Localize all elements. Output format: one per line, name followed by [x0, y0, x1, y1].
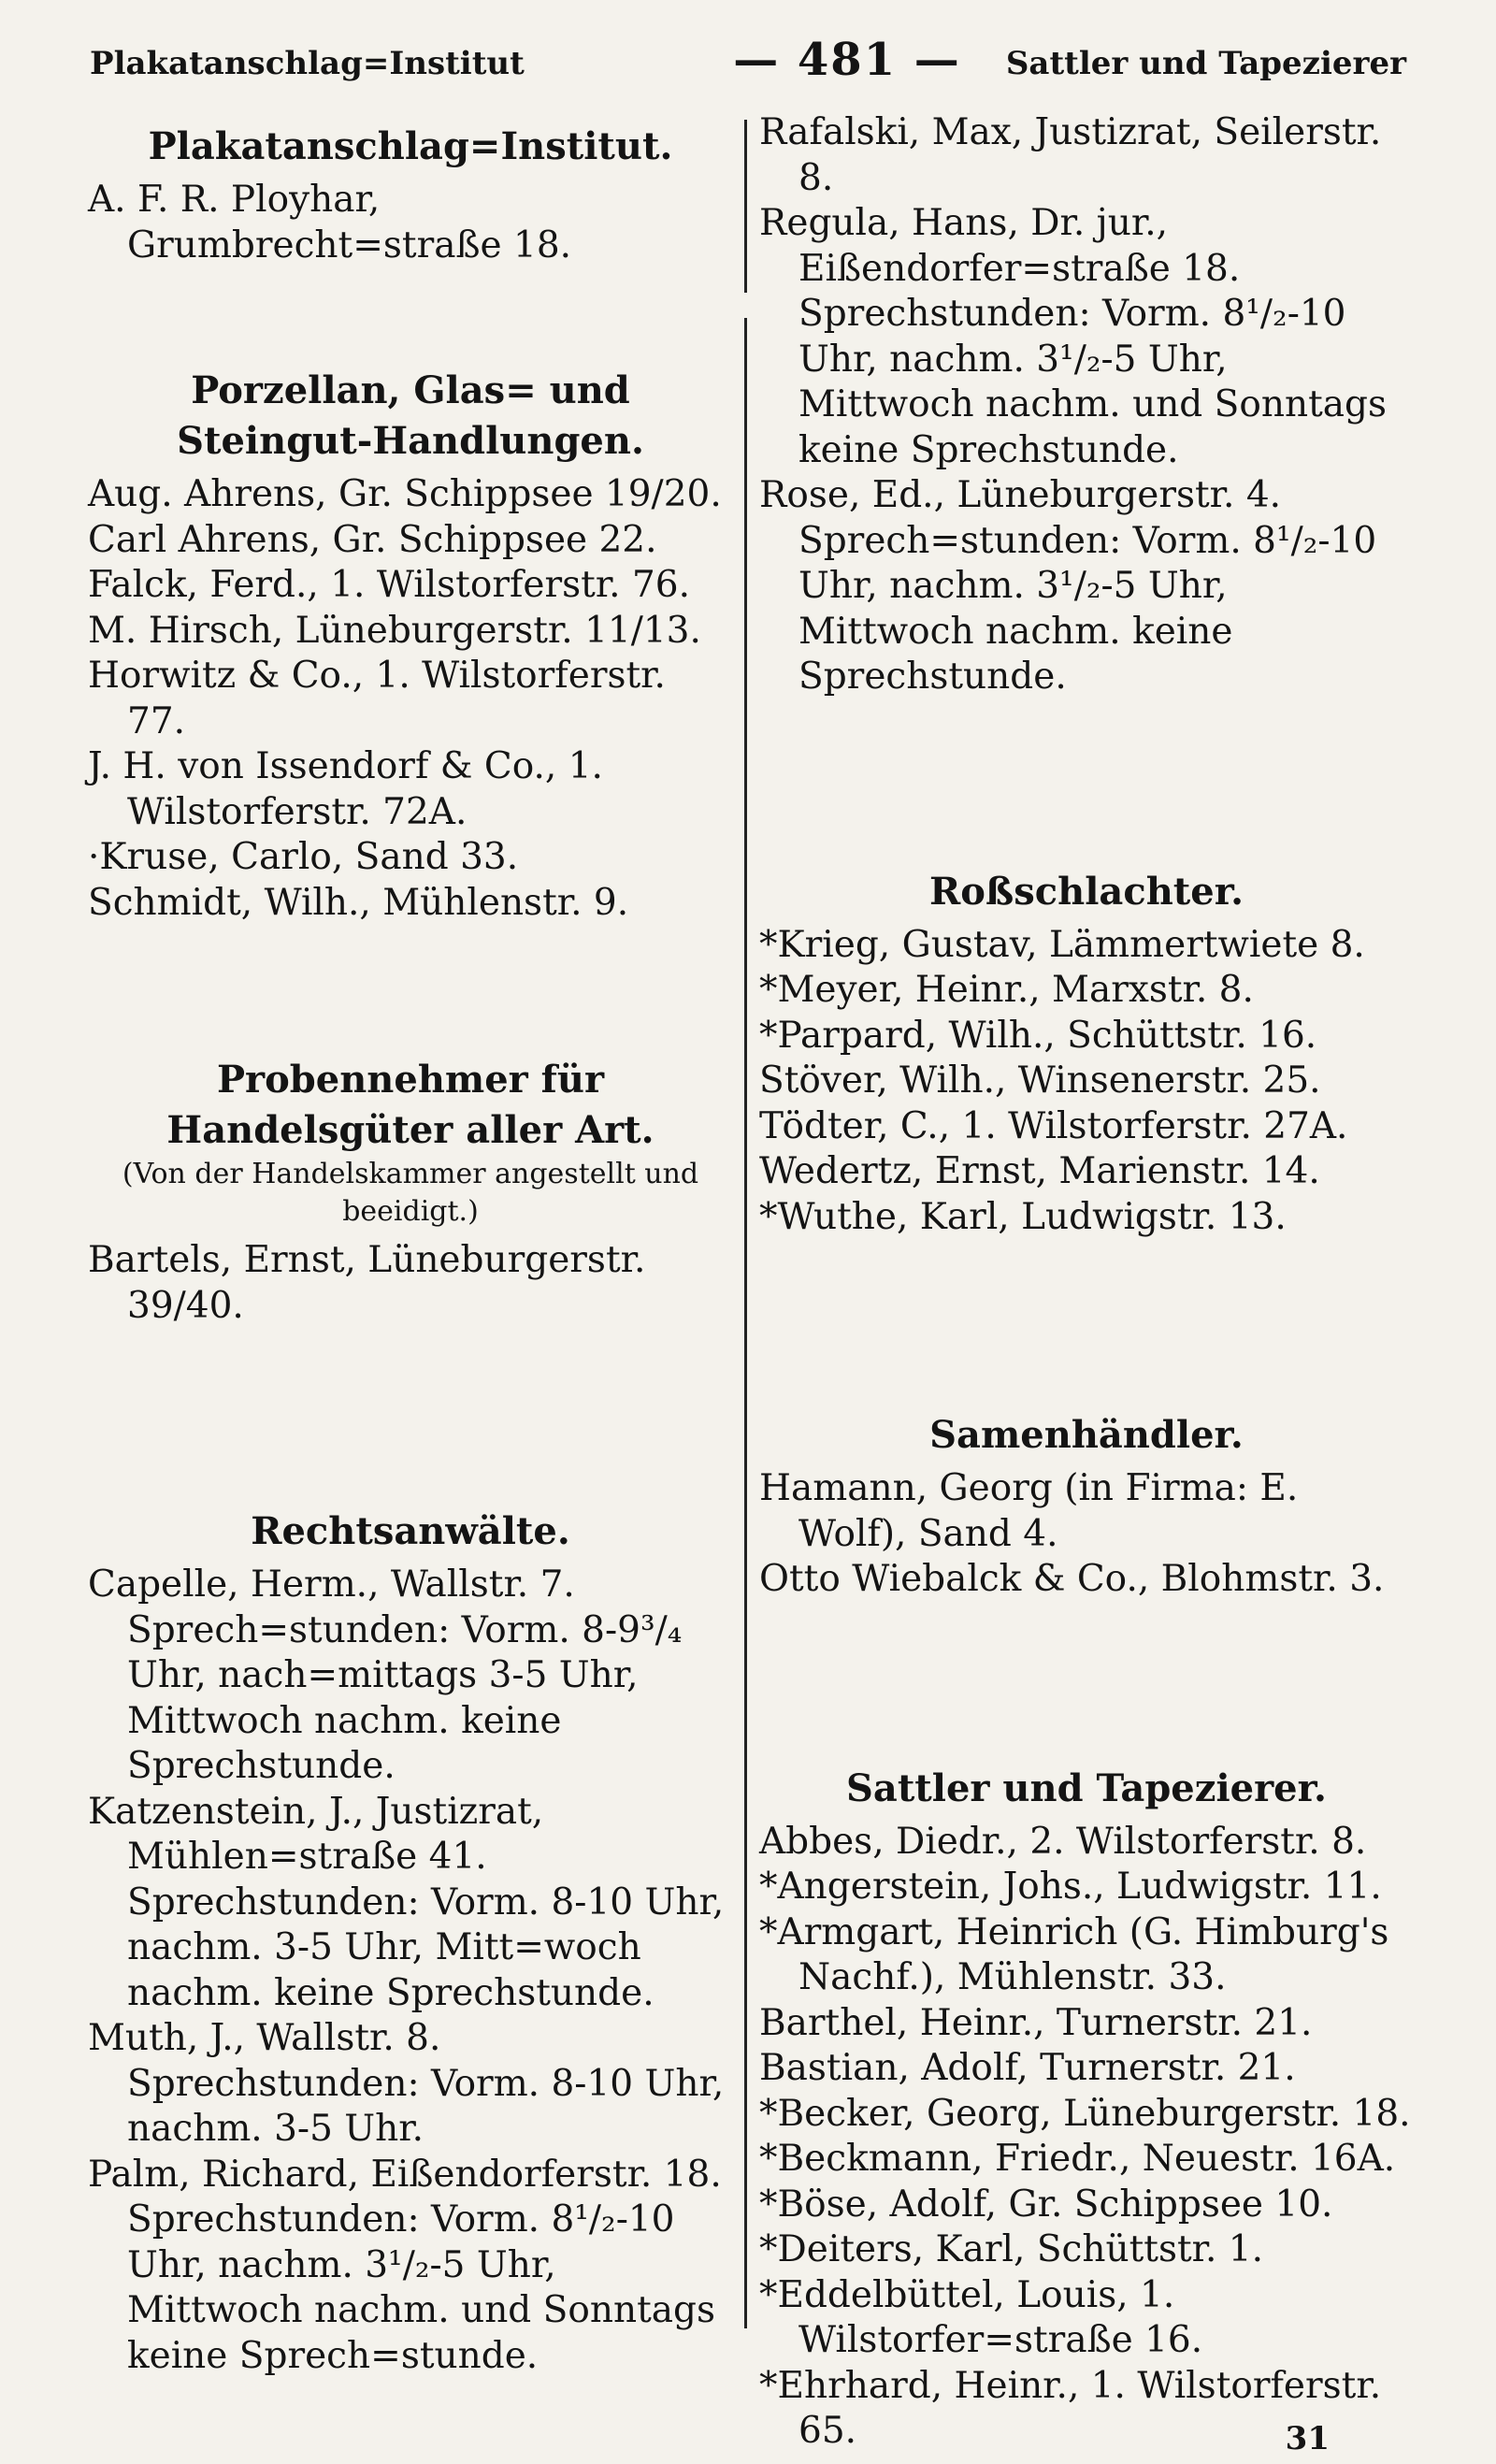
- directory-entry: Otto Wiebalck & Co., Blohmstr. 3.: [759, 1558, 1385, 1600]
- directory-entry: *Meyer, Heinr., Marxstr. 8.: [759, 969, 1254, 1011]
- directory-entry: Rafalski, Max, Justizrat, Seilerstr. 8.: [759, 111, 1382, 199]
- section-heading: Porzellan, Glas= und Steingut-Handlungen.: [177, 368, 644, 463]
- directory-section: [88, 366, 733, 926]
- directory-section: [759, 1410, 1414, 1603]
- column-divider-lower: [744, 318, 747, 2328]
- section-heading: Rechtsanwälte.: [251, 1509, 570, 1553]
- directory-entry: *Parpard, Wilh., Schüttstr. 16.: [759, 1014, 1317, 1057]
- left-column: [88, 110, 733, 2379]
- directory-entry: Muth, J., Wallstr. 8. Sprechstunden: Vorm. 8-10 Uhr, nachm. 3-5 Uhr.: [88, 2017, 725, 2150]
- directory-entry: *Beckmann, Friedr., Neuestr. 16A.: [759, 2138, 1396, 2180]
- directory-section: [759, 867, 1414, 1241]
- directory-entry: Hamann, Georg (in Firma: E. Wolf), Sand 4.: [759, 1467, 1299, 1555]
- directory-entry: *Wuthe, Karl, Ludwigstr. 13.: [759, 1195, 1287, 1238]
- directory-entry: Capelle, Herm., Wallstr. 7. Sprech=stunden: Vorm. 8-9³/₄ Uhr, nach=mittags 3-5 Uhr, Mittwoch nachm. keine Sprechstunde.: [88, 1563, 683, 1787]
- directory-entry: Katzenstein, J., Justizrat, Mühlen=straße 41. Sprechstunden: Vorm. 8-10 Uhr, nachm. 3-5 Uhr, Mitt=woch nachm. keine Sprechstunde.: [88, 1790, 725, 2014]
- directory-entry: Carl Ahrens, Gr. Schippsee 22.: [88, 518, 657, 561]
- directory-entry: J. H. von Issendorf & Co., 1. Wilstorferstr. 72A.: [88, 745, 603, 833]
- directory-entry: Barthel, Heinr., Turnerstr. 21.: [759, 2001, 1313, 2044]
- directory-entry: *Ehrhard, Heinr., 1. Wilstorferstr. 65.: [759, 2364, 1382, 2452]
- directory-entry: Regula, Hans, Dr. jur., Eißendorfer=straße 18. Sprechstunden: Vorm. 8¹/₂-10 Uhr, nachm. 3¹/₂-5 Uhr, Mittwoch nachm. und Sonntags keine Sprechstunde.: [759, 202, 1388, 471]
- directory-entry: Stöver, Wilh., Winsenerstr. 25.: [759, 1059, 1321, 1102]
- header-right-title: Sattler und Tapezierer: [1005, 45, 1406, 82]
- signature-mark: 31: [1285, 2420, 1330, 2457]
- directory-entry: *Böse, Adolf, Gr. Schippsee 10.: [759, 2183, 1333, 2226]
- column-divider-upper: [744, 120, 747, 293]
- directory-section: [88, 1055, 733, 1329]
- section-heading: Probennehmer für Handelsgüter aller Art.: [166, 1058, 654, 1152]
- directory-entry: Horwitz & Co., 1. Wilstorferstr. 77.: [88, 655, 666, 742]
- running-header: [90, 34, 1406, 99]
- directory-section: [88, 1506, 733, 2379]
- directory-entry: Schmidt, Wilh., Mühlenstr. 9.: [88, 881, 629, 924]
- directory-entry: *Becker, Georg, Lüneburgerstr. 18.: [759, 2092, 1411, 2135]
- directory-entry: M. Hirsch, Lüneburgerstr. 11/13.: [88, 609, 701, 652]
- directory-entry: *Armgart, Heinrich (G. Himburg's Nachf.), Mühlenstr. 33.: [759, 1910, 1389, 1998]
- directory-entry: Bartels, Ernst, Lüneburgerstr. 39/40.: [88, 1239, 646, 1327]
- directory-entry: *Angerstein, Johs., Ludwigstr. 11.: [759, 1866, 1382, 1908]
- directory-entry: *Eddelbüttel, Louis, 1. Wilstorfer=straße 16.: [759, 2273, 1203, 2361]
- directory-entry: *Krieg, Gustav, Lämmertwiete 8.: [759, 923, 1365, 966]
- directory-entry: Tödter, C., 1. Wilstorferstr. 27A.: [759, 1104, 1348, 1147]
- directory-entry: Abbes, Diedr., 2. Wilstorferstr. 8.: [759, 1820, 1367, 1863]
- directory-entry: Rose, Ed., Lüneburgerstr. 4. Sprech=stunden: Vorm. 8¹/₂-10 Uhr, nachm. 3¹/₂-5 Uhr, Mittwoch nachm. keine Sprechstunde.: [759, 474, 1377, 698]
- right-column: [759, 110, 1414, 2455]
- directory-section: [88, 122, 733, 268]
- page-number: — 481 —: [733, 34, 961, 86]
- directory-entry: Wedertz, Ernst, Marienstr. 14.: [759, 1150, 1320, 1192]
- header-left-title: Plakatanschlag=Institut: [90, 45, 525, 82]
- section-note: (Von der Handelskammer angestellt und beeidigt.): [122, 1158, 699, 1228]
- directory-entry: Aug. Ahrens, Gr. Schippsee 19/20.: [88, 473, 722, 515]
- directory-entry: Bastian, Adolf, Turnerstr. 21.: [759, 2047, 1296, 2089]
- directory-section: [759, 110, 1414, 700]
- directory-entry: Palm, Richard, Eißendorferstr. 18. Sprechstunden: Vorm. 8¹/₂-10 Uhr, nachm. 3¹/₂-5 Uhr, Mittwoch nachm. und Sonntags keine Sprech=stunde.: [88, 2153, 722, 2377]
- section-heading: Roßschlachter.: [928, 869, 1244, 914]
- directory-entry: Falck, Ferd., 1. Wilstorferstr. 76.: [88, 564, 690, 606]
- directory-entry: *Deiters, Karl, Schüttstr. 1.: [759, 2228, 1264, 2270]
- section-heading: Plakatanschlag=Institut.: [148, 124, 673, 168]
- section-heading: Samenhändler.: [929, 1413, 1244, 1457]
- directory-entry: A. F. R. Ployhar, Grumbrecht=straße 18.: [88, 179, 572, 267]
- section-heading: Sattler und Tapezierer.: [846, 1765, 1327, 1810]
- directory-section: [759, 1764, 1414, 2455]
- directory-entry: ·Kruse, Carlo, Sand 33.: [88, 836, 519, 878]
